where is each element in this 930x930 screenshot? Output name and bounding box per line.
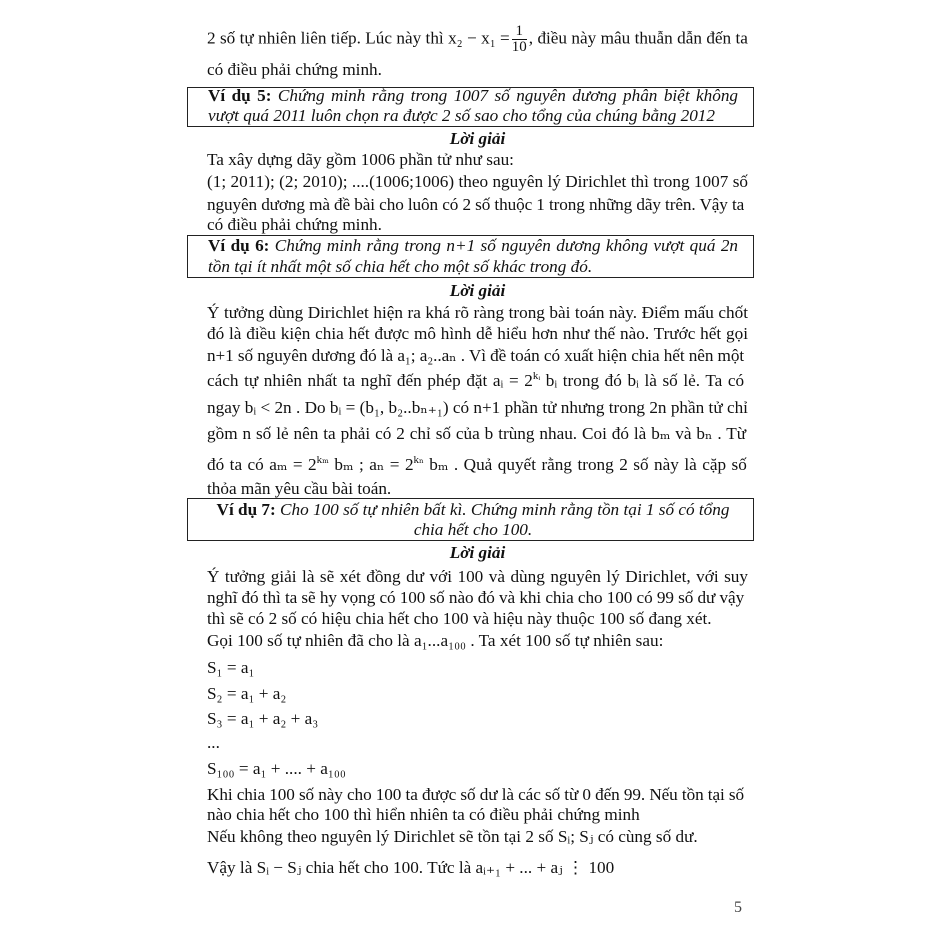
text: bₘ . Quả quyết rằng trong 2 số này là cặp số bbox=[423, 455, 747, 474]
text: cách tự nhiên nhất ta nghĩ đến phép đặt aᵢ = 2 bbox=[207, 371, 533, 390]
text-line bbox=[207, 371, 748, 391]
line-content: Nếu không theo nguyên lý Dirichlet sẽ tồn tại 2 số Sᵢ; Sⱼ có cùng số dư. bbox=[207, 827, 698, 846]
line-content: đó là điều kiện chia hết được mô hình dễ hiểu hơn như thế nào. Trước hết gọi bbox=[207, 324, 748, 343]
page-number: 5 bbox=[734, 899, 742, 916]
text-line bbox=[207, 172, 748, 192]
text: , điều này mâu thuẫn dẫn đến ta bbox=[528, 28, 748, 48]
numerator: 1 bbox=[512, 24, 527, 40]
example-line bbox=[208, 500, 738, 520]
fraction bbox=[512, 24, 527, 55]
line-content: (1; 2011); (2; 2010); ....(1006;1006) theo nguyên lý Dirichlet thì trong 1007 số bbox=[207, 172, 748, 191]
line-content: ngay bᵢ < 2n . Do bᵢ = (b₁, b₂..bₙ₊₁) có n+1 phần tử nhưng trong 2n phần tử chỉ bbox=[207, 398, 748, 417]
text-line bbox=[207, 827, 748, 847]
line-content: vượt quá 2011 luôn chọn ra được 2 số sao cho tổng của chúng bằng 2012 bbox=[208, 106, 715, 125]
text-line bbox=[207, 303, 748, 323]
text-line bbox=[207, 631, 748, 651]
solution-heading: Lời giải bbox=[449, 543, 506, 562]
superscript: kₙ bbox=[413, 454, 424, 466]
denominator: 10 bbox=[511, 39, 527, 55]
line-content: thì sẽ có 2 số có hiệu chia hết cho 100 và hiệu này thuộc 100 số đang xét. bbox=[207, 609, 712, 628]
line-content: Ý tưởng giải là sẽ xét đồng dư với 100 và dùng nguyên lý Dirichlet, với suy bbox=[207, 567, 748, 586]
equation: S₃ = a₁ + a₂ + a₃ bbox=[207, 709, 319, 728]
example-line bbox=[208, 236, 738, 256]
text-line: Vậy là Sᵢ − Sⱼ chia hết cho 100. Tức là aᵢ₊₁ + ... + aⱼ ⋮ 100 bbox=[207, 858, 615, 877]
example-label: Ví dụ 7: bbox=[216, 500, 276, 519]
superscript: kₘ bbox=[316, 454, 329, 466]
text: Chứng minh rằng trong n+1 số nguyên dương không vượt quá 2n bbox=[274, 236, 739, 255]
line-content: nguyên dương mà đề bài cho luôn có 2 số thuộc 1 trong những dãy trên. Vậy ta bbox=[207, 195, 745, 214]
text-line bbox=[207, 567, 748, 587]
text-line bbox=[207, 588, 748, 608]
superscript: kᵢ bbox=[532, 370, 541, 382]
text-line: nào chia hết cho 100 thì hiển nhiên ta có điều phải chứng minh bbox=[207, 805, 640, 824]
line-content: Ý tưởng dùng Dirichlet hiện ra khá rõ ràng trong bài toán này. Điểm mấu chốt bbox=[207, 303, 748, 322]
text-line: có điều phải chứng minh. bbox=[207, 60, 382, 79]
line-content: Gọi 100 số tự nhiên đã cho là a₁...a₁₀₀ . Ta xét 100 số tự nhiên sau: bbox=[207, 631, 664, 650]
text-line bbox=[207, 609, 748, 629]
text: đó ta có aₘ = 2 bbox=[207, 455, 317, 474]
text: bₘ ; aₙ = 2 bbox=[328, 455, 414, 474]
line-content bbox=[208, 86, 738, 106]
example-line: chia hết cho 100. bbox=[413, 520, 533, 539]
equation: S₁ = a₁ bbox=[207, 658, 255, 677]
solution-heading: Lời giải bbox=[449, 281, 506, 300]
text-line bbox=[207, 785, 748, 805]
text-line: thỏa mãn yêu cầu bài toán. bbox=[207, 479, 392, 498]
line-content: gồm n số lẻ nên ta phải có 2 chỉ số của b trùng nhau. Coi đó là bₘ và bₙ . Từ bbox=[207, 424, 747, 443]
example-label: Ví dụ 5: bbox=[208, 86, 272, 105]
text-line: Ta xây dựng dãy gồm 1006 phần tử như sau: bbox=[207, 150, 514, 169]
example-5-box bbox=[187, 87, 754, 127]
equation: ... bbox=[207, 733, 220, 752]
text-line bbox=[207, 24, 748, 55]
example-label: Ví dụ 6: bbox=[208, 236, 270, 255]
equation: S₂ = a₁ + a₂ bbox=[207, 684, 287, 703]
line-content bbox=[207, 24, 748, 55]
example-line bbox=[208, 86, 738, 106]
line-content bbox=[207, 371, 744, 391]
text-line bbox=[207, 455, 748, 475]
text-line bbox=[207, 195, 748, 215]
example-line: tồn tại ít nhất một số chia hết cho một số khác trong đó. bbox=[208, 257, 593, 276]
text-line bbox=[207, 398, 748, 418]
text-line bbox=[207, 324, 748, 344]
text-line bbox=[207, 424, 748, 444]
example-7-box bbox=[187, 498, 754, 541]
text-line: có điều phải chứng minh. bbox=[207, 215, 382, 234]
line-content: Khi chia 100 số này cho 100 ta được số dư là các số từ 0 đến 99. Nếu tồn tại số bbox=[207, 785, 745, 804]
text: Cho 100 số tự nhiên bất kì. Chứng minh rằng tồn tại 1 số có tổng bbox=[280, 500, 730, 519]
line-content bbox=[217, 500, 730, 520]
text-line bbox=[207, 346, 748, 366]
example-6-box bbox=[187, 235, 754, 278]
line-content bbox=[208, 236, 738, 256]
solution-heading: Lời giải bbox=[449, 129, 506, 148]
line-content: nghĩ đó thì ta sẽ hy vọng có 100 số nào đó và khi chia cho 100 có 99 số dư vậy bbox=[207, 588, 745, 607]
equation: S₁₀₀ = a₁ + .... + a₁₀₀ bbox=[207, 759, 346, 778]
text: bᵢ trong đó bᵢ là số lẻ. Ta có bbox=[540, 371, 745, 390]
line-content bbox=[207, 455, 747, 475]
line-content: n+1 số nguyên dương đó là a₁; a₂..aₙ . Vì đề toán có xuất hiện chia hết nên một bbox=[207, 346, 745, 365]
text: 2 số tự nhiên liên tiếp. Lúc này thì x₂ − x₁ = bbox=[207, 28, 510, 48]
text: Chứng minh rằng trong 1007 số nguyên dương phân biệt không bbox=[277, 86, 739, 105]
example-line bbox=[208, 106, 738, 126]
